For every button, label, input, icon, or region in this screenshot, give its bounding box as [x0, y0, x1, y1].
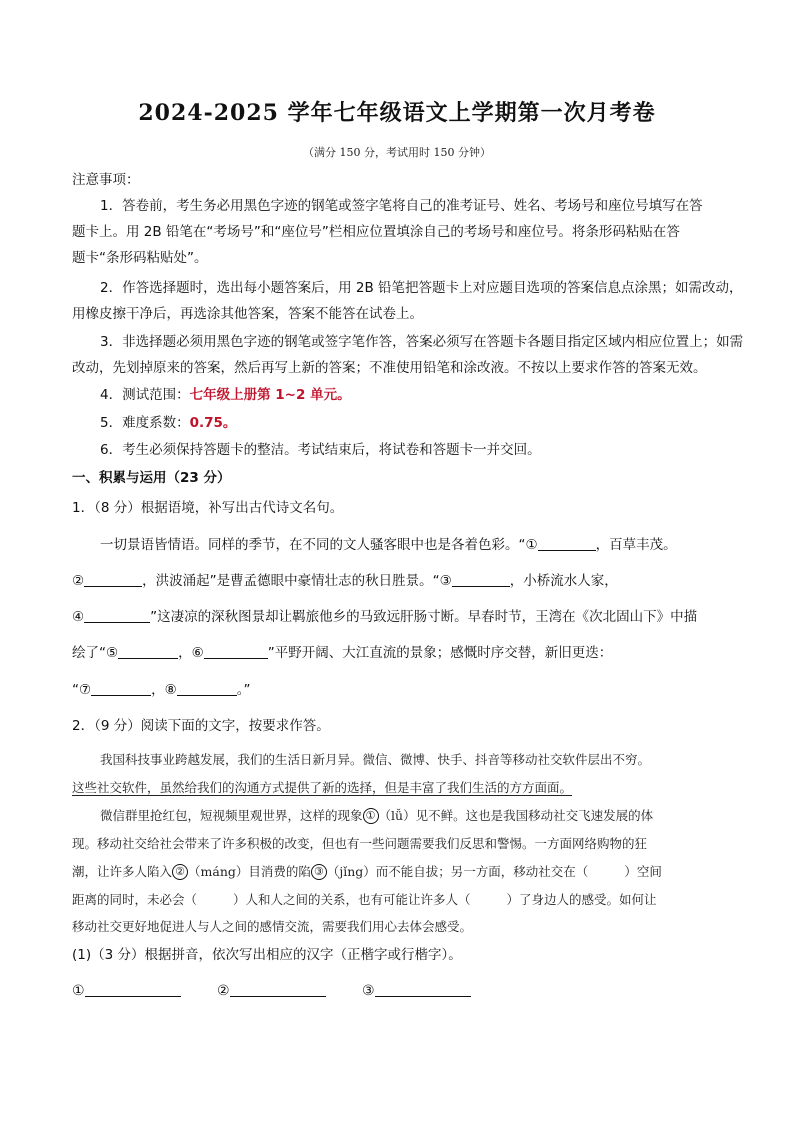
notice-item-2-cont: 用橡皮擦干净后，再选涂其他答案，答案不能答在试卷上。 [72, 306, 423, 322]
pinyin-marker: ② [172, 864, 188, 880]
answer-blank[interactable] [85, 982, 181, 997]
passage-line-7: 移动社交更好地促进人与人之间的感情交流，需要我们用心去体会感受。 [72, 919, 473, 934]
subquestion-1: (1)（3 分）根据拼音，依次写出相应的汉字（正楷字或行楷字）。 [72, 947, 462, 963]
answer-slot-2 [217, 982, 326, 999]
notice-item-6: 6．考生必须保持答题卡的整洁。考试结束后，将试卷和答题卡一并交回。 [100, 442, 541, 458]
q1-text: ，小桥流水人家， [509, 573, 618, 589]
question-1-stem: 1．（8 分）根据语境，补写出古代诗文名句。 [72, 500, 344, 516]
q1-line-4 [72, 643, 732, 663]
blank-number: ⑥ [191, 645, 204, 661]
passage-line-1: 我国科技事业跨越发展，我们的生活日新月异。微信、微博、快手、抖音等移动社交软件层出不穷。 [100, 752, 651, 767]
answer-blank[interactable] [230, 982, 326, 997]
passage-text: ）人和人之间的关系，也有可能让许多人（ [233, 892, 471, 907]
blank-number: ③ [439, 573, 452, 589]
passage-line-5 [72, 862, 732, 882]
page-subtitle: （满分 150 分，考试用时 150 分钟） [303, 146, 491, 159]
blank-number: ② [72, 573, 85, 589]
question-2-stem: 2．（9 分）阅读下面的文字，按要求作答。 [72, 718, 330, 734]
notice-item-2: 2．作答选择题时，选出每小题答案后，用 2B 铅笔把答题卡上对应题目选项的答案信息点涂黑；如需改动， [100, 280, 743, 296]
notice-item-1-cont2: 题卡“条形码粘贴处”。 [72, 250, 208, 266]
q1-text: ， [151, 682, 165, 698]
answer-row [72, 982, 503, 999]
answer-slot-3 [362, 982, 471, 999]
answer-blank[interactable] [84, 572, 142, 587]
answer-blank[interactable] [452, 572, 510, 587]
notice-item-3-cont: 改动，先划掉原来的答案，然后再写上新的答案；不准使用铅笔和涂改液。不按以上要求作答的答案无效。 [72, 360, 707, 376]
blank-number: ① [525, 537, 538, 553]
passage-text: 距离的同时，未必会（ [72, 892, 198, 907]
notice-item-4 [100, 385, 732, 405]
q1-line-5 [72, 680, 732, 700]
blank-number: ② [217, 983, 230, 999]
notice-item-5-label: 5．难度系数： [100, 415, 190, 431]
answer-slot-1 [72, 982, 181, 999]
blank-number: ④ [72, 609, 85, 625]
q1-text: 。” [236, 682, 251, 698]
q1-text: ”这凄凉的深秋图景却让羁旅他乡的马致远肝肠寸断。早春时节，王湾在《次北固山下》中描 [150, 609, 698, 625]
answer-blank[interactable] [84, 608, 150, 623]
answer-blank[interactable] [538, 536, 596, 551]
passage-text: ）了身边人的感受。如何让 [506, 892, 657, 907]
passage-text: 微信群里抢红包，短视频里观世界，这样的现象 [100, 808, 363, 823]
q1-text: ，洪波涌起”是曹孟德眼中豪情壮志的秋日胜景。“ [142, 573, 440, 589]
blank-number: ⑧ [164, 682, 177, 698]
q1-line-2 [72, 571, 732, 591]
pinyin-marker: ① [363, 808, 379, 824]
answer-blank[interactable] [177, 681, 237, 696]
test-scope: 七年级上册第 1~2 单元。 [189, 387, 351, 403]
difficulty-coefficient: 0.75。 [189, 415, 237, 431]
q1-line-1 [100, 535, 732, 555]
answer-blank[interactable] [204, 644, 268, 659]
answer-blank[interactable] [91, 681, 151, 696]
notice-item-3: 3．非选择题必须用黑色字迹的钢笔或签字笔作答，答案必须写在答题卡各题目指定区域内相应位置上；如需 [100, 334, 744, 350]
blank-number: ⑦ [79, 682, 92, 698]
blank-number: ① [72, 983, 85, 999]
q1-line-3 [72, 607, 732, 627]
q1-text: 绘了“ [72, 645, 106, 661]
passage-text: （lǚ）见不鲜。这也是我国移动社交飞速发展的体 [378, 808, 654, 823]
passage-underlined-sentence: 这些社交软件，虽然给我们的沟通方式提供了新的选择，但是丰富了我们生活的方方面面。 [72, 780, 573, 795]
notice-item-1: 1．答卷前，考生务必用黑色字迹的钢笔或签字笔将自己的准考证号、姓名、考场号和座位号填写在答 [100, 198, 703, 214]
passage-line-3 [100, 806, 732, 826]
q1-text: “ [72, 682, 79, 698]
q1-text: ，百草丰茂。 [595, 537, 677, 553]
q1-text: 一切景语皆情语。同样的季节，在不同的文人骚客眼中也是各着色彩。“ [100, 537, 526, 553]
q1-text: ， [178, 645, 192, 661]
blank-number: ⑤ [106, 645, 119, 661]
passage-line-4: 现。移动社交给社会带来了许多积极的改变，但也有一些问题需要我们反思和警惕。一方面网络购物的狂 [72, 836, 648, 851]
answer-blank[interactable] [375, 982, 471, 997]
notice-item-1-cont: 题卡上。用 2B 铅笔在“考场号”和“座位号”栏相应位置填涂自己的考场号和座位号。将条形码粘贴在答 [72, 224, 680, 240]
passage-line-6 [72, 890, 732, 910]
answer-blank[interactable] [118, 644, 178, 659]
q1-text: ”平野开阔、大江直流的景象；感慨时序交替，新旧更迭： [267, 645, 613, 661]
notice-item-4-label: 4．测试范围： [100, 387, 190, 403]
pinyin-marker: ③ [311, 864, 327, 880]
passage-text: （jǐng）而不能自拔；另一方面，移动社交在（ [326, 864, 589, 879]
page-title: 2024-2025 学年七年级语文上学期第一次月考卷 [138, 100, 656, 126]
passage-text: ）空间 [624, 864, 662, 879]
passage-text: 潮，让许多人陷入 [72, 864, 173, 879]
blank-number: ③ [362, 983, 375, 999]
passage-text: （máng）目消费的陷 [188, 864, 311, 879]
section-heading: 一、积累与运用（23 分） [72, 470, 231, 486]
notice-heading: 注意事项： [72, 172, 140, 188]
notice-item-5 [100, 413, 732, 433]
